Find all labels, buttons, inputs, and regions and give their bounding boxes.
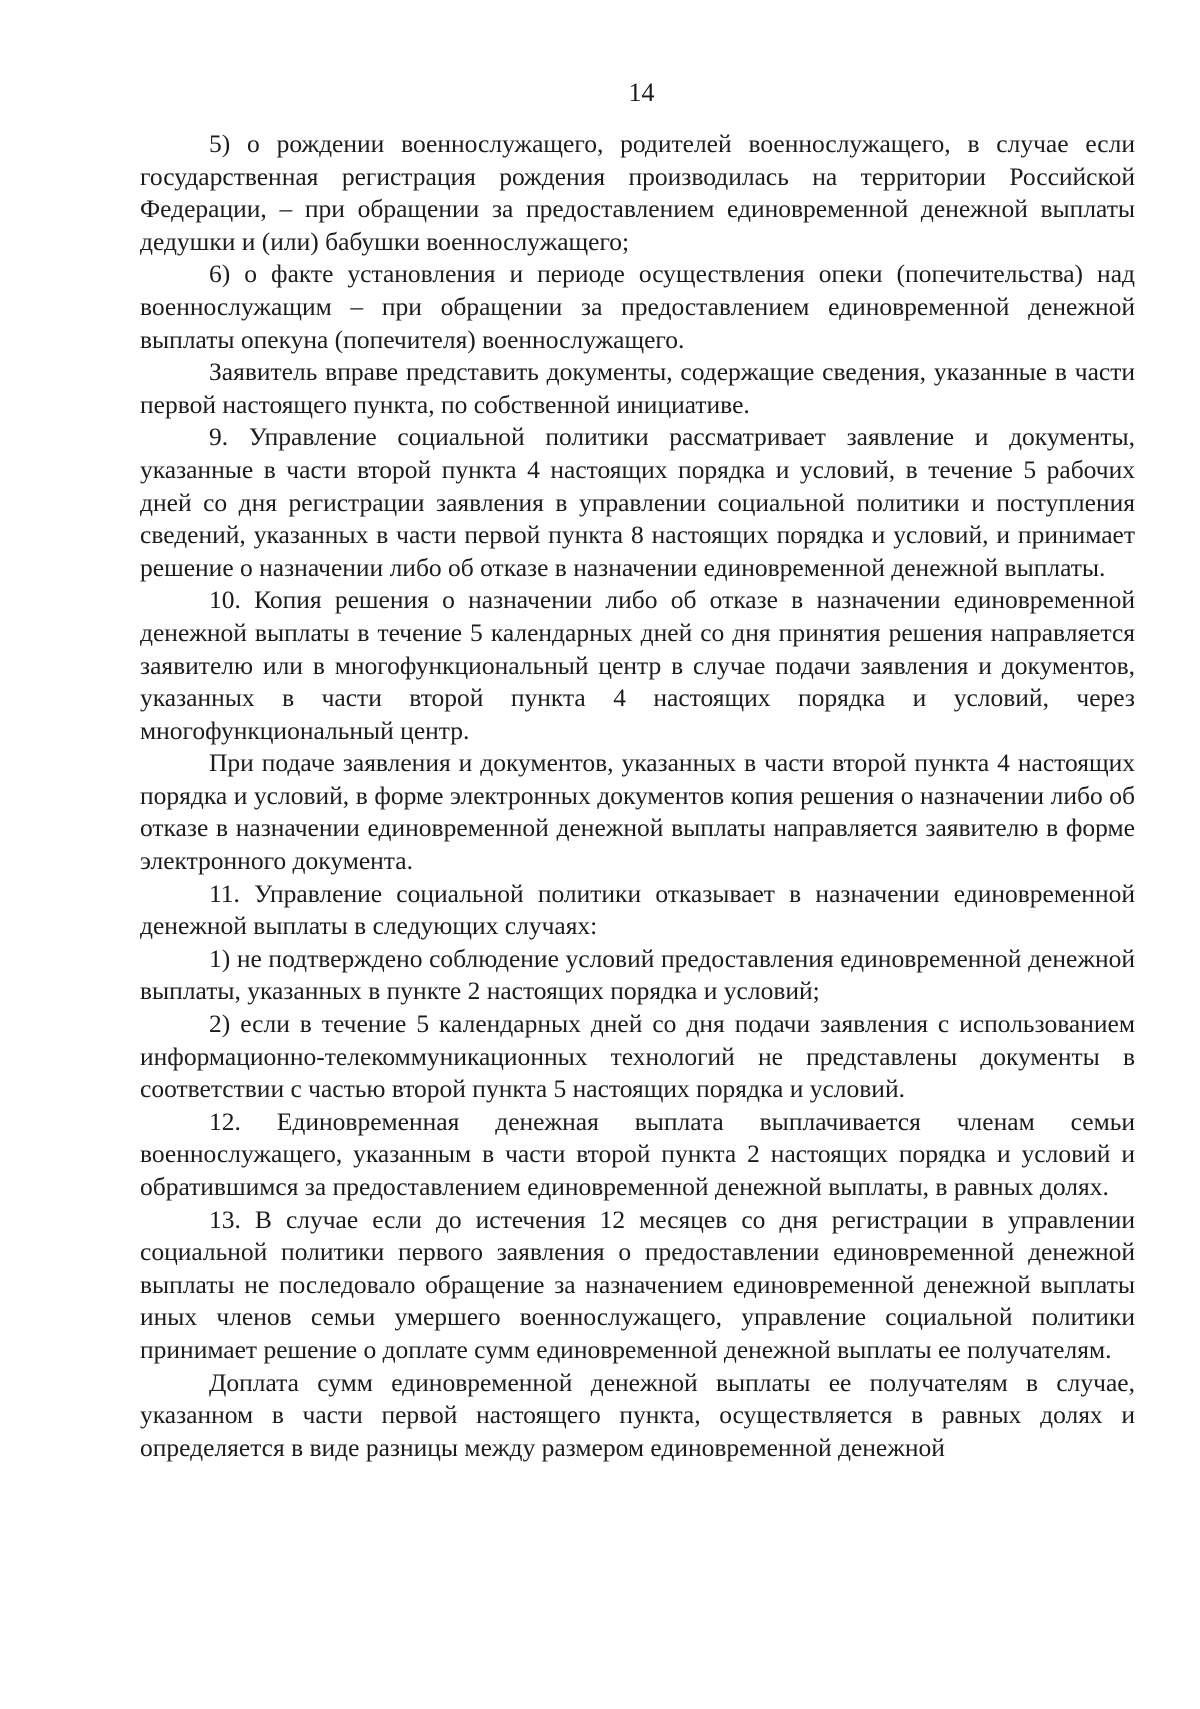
paragraph-electronic-submission: При подаче заявления и документов, указанных в части второй пункта 4 настоящих порядка и условий, в форме электронных документов копия решения о назначении либо об отказе в назначении единовременной денежной выплаты направляется заявителю в форме электронного документа.	[140, 748, 1135, 876]
paragraph-refusal-reason-1: 1) не подтверждено соблюдение условий предоставления единовременной денежной выплаты, указанных в пункте 2 настоящих порядка и условий;	[140, 943, 1135, 1006]
paragraph-clause-9: 9. Управление социальной политики рассматривает заявление и документы, указанные в части второй пункта 4 настоящих порядка и условий, в течение 5 рабочих дней со дня регистрации заявления в управлении социальной политики и поступления сведений, указанных в части первой пункта 8 настоящих порядка и условий, и принимает решение о назначении либо об отказе в назначении единовременной денежной выплаты.	[140, 422, 1135, 582]
paragraph-clause-12: 12. Единовременная денежная выплата выплачивается членам семьи военнослужащего, указанным в части второй пункта 2 настоящих порядка и условий и обратившимся за предоставлением единовременной денежной выплаты, в равных долях.	[140, 1106, 1135, 1201]
paragraph-applicant-right: Заявитель вправе представить документы, содержащие сведения, указанные в части первой настоящего пункта, по собственной инициативе.	[140, 357, 1135, 419]
paragraph-item-6: 6) о факте установления и периоде осуществления опеки (попечительства) над военнослужащим – при обращении за предоставлением единовременной денежной выплаты опекуна (попечителя) военнослужащего.	[140, 259, 1135, 354]
paragraph-item-5: 5) о рождении военнослужащего, родителей военнослужащего, в случае если государственная регистрация рождения производилась на территории Российской Федерации, – при обращении за предоставлением единовременной денежной выплаты дедушки и (или) бабушки военнослужащего;	[140, 129, 1135, 256]
page-number: 14	[628, 78, 655, 107]
paragraph-clause-11: 11. Управление социальной политики отказывает в назначении единовременной денежной выплаты в следующих случаях:	[140, 878, 1135, 941]
paragraph-refusal-reason-2: 2) если в течение 5 календарных дней со дня подачи заявления с использованием информационно-телекоммуникационных технологий не представлены документы в соответствии с частью второй пункта 5 настоящих порядка и условий.	[140, 1009, 1135, 1104]
document-page	[140, 78, 1135, 1464]
paragraph-clause-10: 10. Копия решения о назначении либо об отказе в назначении единовременной денежной выплаты в течение 5 календарных дней со дня принятия решения направляется заявителю или в многофункциональный центр в случае подачи заявления и документов, указанных в части второй пункта 4 настоящих порядка и условий, через многофункциональный центр.	[140, 585, 1135, 745]
paragraph-additional-payment: Доплата сумм единовременной денежной выплаты ее получателям в случае, указанном в части первой настоящего пункта, осуществляется в равных долях и определяется в виде разницы между размером единовременной денежной	[140, 1367, 1135, 1462]
paragraph-clause-13: 13. В случае если до истечения 12 месяцев со дня регистрации в управлении социальной политики первого заявления о предоставлении единовременной денежной выплаты не последовало обращение за назначением единовременной денежной выплаты иных членов семьи умершего военнослужащего, управление социальной политики принимает решение о доплате сумм единовременной денежной выплаты ее получателям.	[140, 1204, 1135, 1364]
